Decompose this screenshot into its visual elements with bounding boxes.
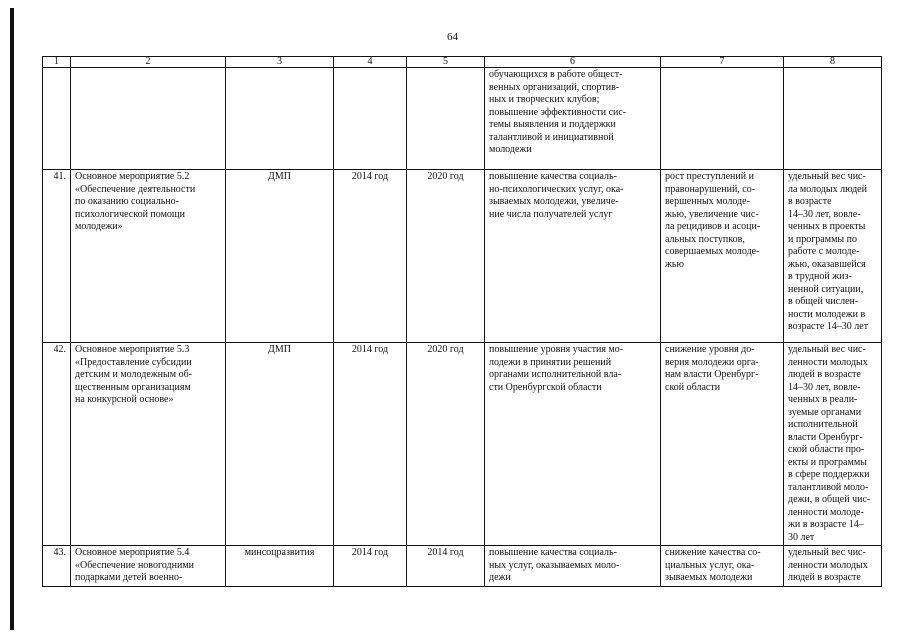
table-row-continuation: [43, 68, 882, 170]
row-number: 42.: [53, 344, 66, 355]
row-number: 41.: [53, 171, 66, 182]
measures-table: [42, 56, 882, 587]
indicator-link: удельный вес чис- ла молодых людей в возрасте 14–30 лет, вовле- ченных в проекты и программы по работе с молоде- жью, оказавшейся в трудной жиз- ненной ситуации, в общей числен- ности молодежи в возрасте 14–30 лет: [788, 171, 869, 332]
non-implementation-consequence: снижение качества со- циальных услуг, ока- зываемых молодежи: [665, 547, 761, 583]
end-year: 2020 год: [427, 344, 464, 355]
non-implementation-consequence: рост преступлений и правонарушений, со- вершенных молоде- жью, увеличение чис- ла рецидивов и асоци- альных поступков, совершаемых молоде- жью: [665, 171, 761, 270]
result-cell: обучающихся в работе общест- венных организаций, спортив- ных и творческих клубов; повышение эффективности сис- темы выявления и поддержки талантливой и инициативной молодежи: [489, 69, 627, 155]
end-year: 2014 год: [427, 547, 464, 558]
start-year: 2014 год: [351, 547, 389, 558]
measure-name: Основное мероприятие 5.3 «Предоставление субсидии детским и молодежным об- щественным организациям на конкурсной основе»: [75, 344, 192, 405]
measure-name: Основное мероприятие 5.4 «Обеспечение новогодними подарками детей военно-: [75, 547, 194, 583]
executor: ДМП: [268, 171, 291, 182]
column-number-header: [43, 57, 882, 68]
non-implementation-consequence: снижение уровня до- верия молодежи орга- нам власти Оренбург- ской области: [665, 344, 759, 393]
executor: минсоцразвития: [244, 547, 315, 558]
header-cell: 7: [661, 57, 784, 68]
end-year: 2020 год: [427, 171, 464, 182]
header-cell: 5: [407, 57, 485, 68]
expected-result: повышение качества социаль- ных услуг, оказываемых моло- дежи: [489, 547, 620, 583]
table-row: [43, 343, 882, 546]
indicator-link: удельный вес чис- ленности молодых людей в возрасте: [788, 547, 868, 583]
row-number: 43.: [53, 547, 66, 558]
header-cell: 3: [226, 57, 334, 68]
binding-edge-line: [10, 8, 14, 630]
table-row: [43, 546, 882, 587]
start-year: 2014 год: [351, 344, 389, 355]
header-cell: 6: [485, 57, 661, 68]
expected-result: повышение уровня участия мо- лодежи в принятии решений органами исполнительной вла- сти Оренбургской области: [489, 344, 624, 393]
start-year: 2014 год: [351, 171, 389, 182]
header-cell: 4: [334, 57, 407, 68]
executor: ДМП: [268, 344, 291, 355]
header-cell: 2: [71, 57, 226, 68]
expected-result: повышение качества социаль- но-психологических услуг, ока- зываемых молодежи, увеличе- ние числа получателей услуг: [489, 171, 624, 220]
measure-name: Основное мероприятие 5.2 «Обеспечение деятельности по оказанию социально- психологической помощи молодежи»: [75, 171, 196, 232]
indicator-link: удельный вес чис- ленности молодых людей в возрасте 14–30 лет, вовле- ченных в реали- зуемые органами исполнительной власти Оренбург- ской области про- екты и программы в сфере поддержки талантливой моло- дежи, в общей чис- ленности молоде- жи в возрасте 14– 30 лет: [788, 344, 871, 543]
page-number: 64: [447, 31, 458, 43]
table-row: [43, 170, 882, 343]
header-cell: 1: [43, 57, 71, 68]
header-cell: 8: [784, 57, 882, 68]
